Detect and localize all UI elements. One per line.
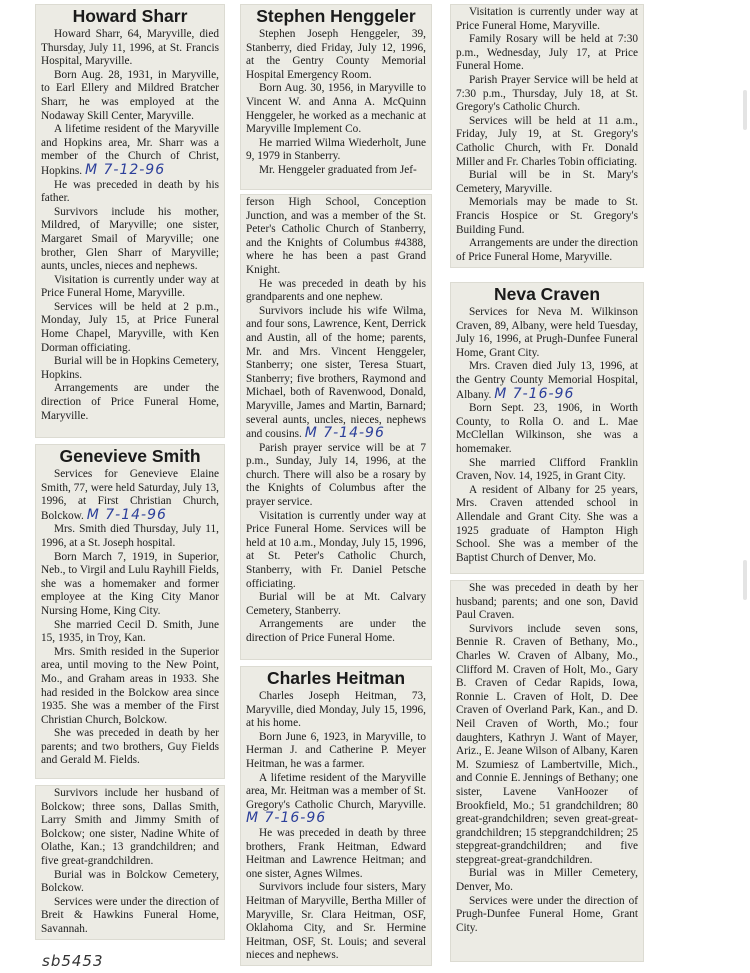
obituary-paragraph: Services will be held at 11 a.m., Friday, July 19, at St. Gregory's Catholic Church, with Fr. Donald Miller and Fr. Charles Tobin officiating. xyxy=(456,114,638,168)
obituary-charles-heitman xyxy=(240,666,432,966)
obituary-paragraph: He was preceded in death by three brothers, Frank Heitman, Edward Heitman and Lawrence Heitman; and one sister, Agnes Wilmes. xyxy=(246,826,426,880)
obituary-paragraph: Parish Prayer Service will be held at 7:30 p.m., Thursday, July 18, at St. Gregory's Catholic Church. xyxy=(456,73,638,114)
obituary-charles-heitman-continued xyxy=(450,4,644,268)
obituary-paragraph: He was preceded in death by his father. xyxy=(41,178,219,205)
scan-edge-mark xyxy=(743,560,747,600)
obituary-paragraph: Services for Genevieve Elaine Smith, 77, were held Saturday, July 13, 1996, at First Christian Church, Bolckow. M 7-14-96 xyxy=(41,468,219,523)
obituary-paragraph: Memorials may be made to St. Francis Hospice or St. Gregory's Building Fund. xyxy=(456,196,638,236)
obituary-paragraph: Mrs. Craven died July 13, 1996, at the Gentry County Memorial Hospital, Albany. M 7-16-96 xyxy=(456,360,638,402)
obituary-paragraph: A resident of Albany for 25 years, Mrs. Craven attended school in Allendale and Grant City. She was a 1925 graduate of Hampton High School. She was a member of the Baptist Church of Denver, Mo. xyxy=(456,483,638,564)
obituary-paragraph: A lifetime resident of the Maryville area, Mr. Heitman was a member of St. Gregory's Catholic Church, Maryville. M 7-16-96 xyxy=(246,771,426,827)
obituary-paragraph: Mrs. Smith resided in the Superior area, until moving to the New Point, Mo., and Graham areas in 1933. She had resided in the Bolckow area since 1935. She was a member of the First Christian Church, Bolckow. xyxy=(41,645,219,726)
obituary-paragraph: He was preceded in death by his grandparents and one nephew. xyxy=(246,277,426,304)
obituary-paragraph: She married Cecil D. Smith, June 15, 1935, in Troy, Kan. xyxy=(41,618,219,645)
obituary-paragraph: Howard Sharr, 64, Maryville, died Thursday, July 11, 1996, at St. Francis Hospital, Maryville. xyxy=(41,28,219,68)
obituary-paragraph: Born June 6, 1923, in Maryville, to Herman J. and Catherine P. Meyer Heitman, he was a farmer. xyxy=(246,730,426,770)
obituary-paragraph: Survivors include her husband of Bolckow; three sons, Dallas Smith, Larry Smith and Jimmy Smith of Bolckow; one sister, Nadine White of Olathe, Kan.; 13 grandchildren; and five great-grandchildren. xyxy=(41,787,219,867)
obituary-paragraph: Parish prayer service will be at 7 p.m., Sunday, July 14, 1996, at the church. There will also be a rosary by the Knights of Columbus after the prayer service. xyxy=(246,441,426,509)
obituary-paragraph: Born Aug. 28, 1931, in Maryville, to Earl Ellery and Mildred Bratcher Sharr, he was employed at the Nodaway Skill Center, Maryville. xyxy=(41,68,219,122)
obituary-title: Neva Craven xyxy=(493,284,601,304)
obituary-paragraph: Mr. Henggeler graduated from Jef- xyxy=(259,163,417,176)
obituary-paragraph: Family Rosary will be held at 7:30 p.m., Wednesday, July 17, at Price Funeral Home. xyxy=(456,33,638,73)
obituary-title: Howard Sharr xyxy=(72,6,188,26)
handwritten-date-note: M 7-16-96 xyxy=(246,810,327,827)
obituary-neva-craven xyxy=(450,282,644,574)
obituary-paragraph: Visitation is currently under way at Price Funeral Home, Maryville. xyxy=(41,273,219,300)
obituary-paragraph: Survivors include seven sons, Bennie R. Craven of Bethany, Mo., Charles W. Craven of Albany, Mo., Clifford M. Craven of Holt, Mo., Gary B. Craven of Cedar Rapids, Iowa, Ronnie L. Craven of Holt, D. Dee Craven of Overland Park, Kan., and D. Neil Craven of Worth, Mo.; four daughters, Kathryn J. Want of Mayer, Ariz., E. Jeane Wilson of Albany, Karen M. Szumiesz of Lambertville, Mich., and Connie E. Jennings of Bethany; one sister, Lavene VanHoozer of Brookfield, Mo.; 51 grandchildren; 80 great-grandchildren; seven great-great-grandchildren; 15 stepgrandchildren; 25 stepgreat-grandchildren; and five stepgreat-great-grandchildren. xyxy=(456,622,638,866)
obituary-title: Charles Heitman xyxy=(266,668,406,688)
obituary-paragraph: Burial was in Bolckow Cemetery, Bolckow. xyxy=(41,868,219,895)
obituary-paragraph: Stephen Joseph Henggeler, 39, Stanberry, died Friday, July 12, 1996, at the Gentry County Memorial Hospital Emergency Room. xyxy=(246,28,426,81)
obituary-paragraph: Survivors include his wife Wilma, and four sons, Lawrence, Kent, Derrick and Austin, all of the home; parents, Mr. and Mrs. Vincent Henggeler, Stanberry; one sister, Teresa Stuart, Stanberry; five brothers, Raymond and Michael, both of Ravenwood, Donald, Maryville, James and Martin, Barnard; several aunts, uncles, nieces, nephews and cousins. M 7-14-96 xyxy=(246,304,426,442)
obituary-paragraph: Born Sept. 23, 1906, in Worth County, to Rolla O. and L. Mae McClellan Wilkinson, she was a homemaker. xyxy=(456,402,638,455)
obituary-stephen-henggeler-continued xyxy=(240,194,432,660)
obituary-paragraph: A lifetime resident of the Maryville and Hopkins area, Mr. Sharr was a member of the Church of Christ, Hopkins. M 7-12-96 xyxy=(41,123,219,178)
obituary-paragraph: Services were under the direction of Breit & Hawkins Funeral Home, Savannah. xyxy=(41,895,219,935)
obituary-paragraph: Burial will be at Mt. Calvary Cemetery, Stanberry. xyxy=(246,591,426,617)
obituary-paragraph: Burial will be in Hopkins Cemetery, Hopkins. xyxy=(41,355,219,381)
obituary-paragraph: Charles Joseph Heitman, 73, Maryville, died Monday, July 15, 1996, at his home. xyxy=(246,690,426,730)
obituary-title: Stephen Henggeler xyxy=(256,6,416,26)
obituary-paragraph: Visitation is currently under way at Price Funeral Home, Maryville. xyxy=(456,6,638,32)
obituary-stephen-henggeler xyxy=(240,4,432,190)
obituary-paragraph: Services were under the direction of Prugh-Dunfee Funeral Home, Grant City. xyxy=(456,894,638,934)
obituary-paragraph: Services for Neva M. Wilkinson Craven, 89, Albany, were held Tuesday, July 16, 1996, at Prugh-Dunfee Funeral Home, Grant City. xyxy=(456,306,638,359)
obituary-title: Genevieve Smith xyxy=(59,446,201,466)
obituary-paragraph: Visitation is currently under way at Price Funeral Home. Services will be held at 10 a.m., Monday, July 15, 1996, at St. Peter's Catholic Church, Stanberry, with Fr. Daniel Petsche officiating. xyxy=(246,509,426,590)
obituary-paragraph: She was preceded in death by her husband; parents; and one son, David Paul Craven. xyxy=(456,582,638,622)
handwritten-date-note: M 7-14-96 xyxy=(86,506,167,523)
obituary-paragraph: Arrangements are under the direction of Price Funeral Home, Maryville. xyxy=(41,382,219,422)
handwritten-page-note: sb5453 xyxy=(42,952,104,970)
obituary-paragraph: Arrangements are under the direction of Price Funeral Home. xyxy=(246,618,426,644)
obituary-paragraph: Services will be held at 2 p.m., Monday, July 15, at Price Funeral Home Chapel, Maryville, with Ken Dorman officiating. xyxy=(41,300,219,354)
obituary-paragraph: Arrangements are under the direction of Price Funeral Home, Maryville. xyxy=(456,237,638,263)
obituary-paragraph: Burial will be in St. Mary's Cemetery, Maryville. xyxy=(456,169,638,195)
obituary-paragraph: She married Clifford Franklin Craven, Nov. 14, 1925, in Grant City. xyxy=(456,456,638,483)
handwritten-date-note: M 7-16-96 xyxy=(494,385,575,402)
obituary-paragraph: ferson High School, Conception Junction, and was a member of the St. Peter's Catholic Church of Stanberry, and the Knights of Columbus #4388, where he has been a past Grand Knight. xyxy=(246,196,426,276)
obituary-genevieve-smith xyxy=(35,444,225,779)
obituary-howard-sharr xyxy=(35,4,225,438)
handwritten-date-note: M 7-12-96 xyxy=(84,161,166,178)
obituary-paragraph: Survivors include his mother, Mildred, of Maryville; one sister, Margaret Smail of Maryville; one brother, Glen Sharr of Maryville; aunts, uncles, nieces and nephews. xyxy=(41,205,219,273)
obituary-paragraph: He married Wilma Wiederholt, June 9, 1979 in Stanberry. xyxy=(246,136,426,163)
obituary-paragraph: Burial was in Miller Cemetery, Denver, Mo. xyxy=(456,867,638,894)
obituary-paragraph: She was preceded in death by her parents; and two brothers, Guy Fields and Gerald M. Fields. xyxy=(41,727,219,767)
obituary-paragraph: Born March 7, 1919, in Superior, Neb., to Virgil and Lulu Rayhill Fields, she was a homemaker and former employee at the King City Manor Nursing Home, King City. xyxy=(41,550,219,617)
obituary-neva-craven-continued xyxy=(450,580,644,962)
obituary-paragraph: Born Aug. 30, 1956, in Maryville to Vincent W. and Anna A. McQuinn Henggeler, he worked as a mechanic at Maryville Implement Co. xyxy=(246,82,426,136)
obituary-genevieve-smith-continued xyxy=(35,785,225,940)
obituary-paragraph: Survivors include four sisters, Mary Heitman of Maryville, Bertha Miller of Maryville, Sr. Clara Heitman, OSF, Oklahoma City, and Sr. Hermine Heitman, OSF, St. Louis; and several nieces and nephews. xyxy=(246,881,426,962)
scan-edge-mark xyxy=(743,90,747,130)
handwritten-date-note: M 7-14-96 xyxy=(304,425,385,442)
obituary-paragraph: Mrs. Smith died Thursday, July 11, 1996, at a St. Joseph hospital. xyxy=(41,523,219,549)
